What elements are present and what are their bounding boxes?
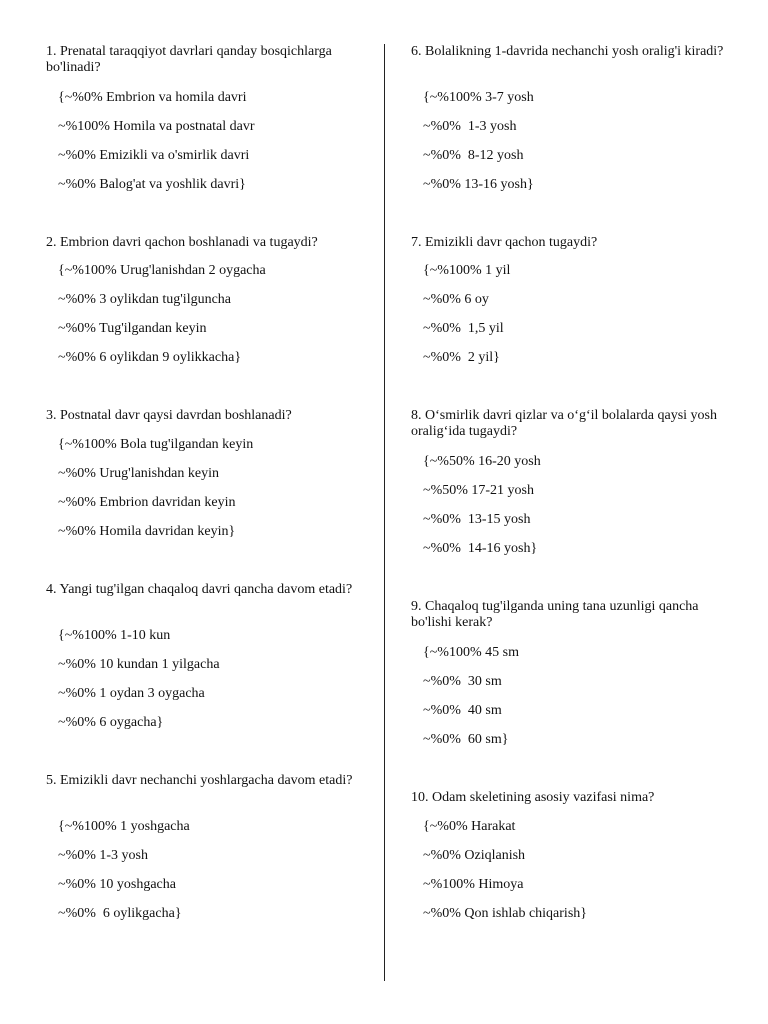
answer-option: ~%0% Tug'ilgandan keyin [58, 321, 207, 336]
answer-option: {~%100% 3-7 yosh [423, 90, 534, 105]
answer-option: ~%0% Emizikli va o'smirlik davri [58, 148, 250, 163]
answer-option: ~%0% 1 oydan 3 oygacha [58, 686, 205, 701]
answer-option: {~%100% Urug'lanishdan 2 oygacha [58, 263, 266, 278]
answer-option: ~%0% 1-3 yosh [423, 119, 517, 134]
answer-option: {~%0% Embrion va homila davri [58, 90, 247, 105]
question-text: 5. Emizikli davr nechanchi yoshlargacha davom etadi? [46, 773, 353, 788]
answer-option: ~%0% 1-3 yosh [58, 848, 149, 863]
answer-option: ~%0% 14-16 yosh} [423, 541, 538, 556]
answer-option: ~%0% 3 oylikdan tug'ilguncha [58, 292, 232, 307]
answer-option: ~%0% 60 sm} [423, 732, 509, 747]
answer-option: ~%0% 13-15 yosh [423, 512, 531, 527]
question-text: 4. Yangi tug'ilgan chaqaloq davri qancha davom etadi? [46, 582, 353, 597]
answer-option: ~%0% Embrion davridan keyin [58, 495, 236, 510]
answer-option: {~%100% Bola tug'ilgandan keyin [58, 437, 254, 452]
answer-option: ~%0% Homila davridan keyin} [58, 524, 236, 539]
answer-option: ~%0% 6 oygacha} [58, 715, 164, 730]
answer-option: ~%0% 6 oylikdan 9 oylikkacha} [58, 350, 242, 365]
answer-option: {~%100% 1-10 kun [58, 628, 171, 643]
answer-option: ~%0% 6 oy [423, 292, 489, 307]
column-divider [384, 44, 385, 981]
answer-option: ~%0% 30 sm [423, 674, 502, 689]
answer-option: ~%100% Himoya [423, 877, 524, 892]
answer-option: ~%0% 10 kundan 1 yilgacha [58, 657, 220, 672]
answer-option: ~%0% 13-16 yosh} [423, 177, 534, 192]
answer-option: {~%100% 1 yil [423, 263, 511, 278]
question-text: 9. Chaqaloq tug'ilganda uning tana uzunligi qancha bo'lishi kerak? [411, 599, 699, 630]
answer-option: {~%0% Harakat [423, 819, 516, 834]
answer-option: {~%50% 16-20 yosh [423, 454, 541, 469]
answer-option: {~%100% 45 sm [423, 645, 519, 660]
answer-option: ~%0% Qon ishlab chiqarish} [423, 906, 587, 921]
answer-option: ~%0% 40 sm [423, 703, 502, 718]
answer-option: ~%0% 8-12 yosh [423, 148, 524, 163]
question-text: 7. Emizikli davr qachon tugaydi? [411, 235, 598, 250]
answer-option: ~%100% Homila va postnatal davr [58, 119, 255, 134]
answer-option: ~%0% 1,5 yil [423, 321, 504, 336]
question-text: 2. Embrion davri qachon boshlanadi va tugaydi? [46, 235, 318, 250]
answer-option: ~%0% Balog'at va yoshlik davri} [58, 177, 246, 192]
question-text: 3. Postnatal davr qaysi davrdan boshlanadi? [46, 408, 292, 423]
question-text: 1. Prenatal taraqqiyot davrlari qanday bosqichlarga bo'linadi? [46, 44, 332, 75]
answer-option: ~%0% Urug'lanishdan keyin [58, 466, 219, 481]
question-text: 10. Odam skeletining asosiy vazifasi nima? [411, 790, 655, 805]
question-text: 8. O‘smirlik davri qizlar va o‘g‘il bolalarda qaysi yosh oralig‘ida tugaydi? [411, 408, 717, 439]
question-text: 6. Bolalikning 1-davrida nechanchi yosh oralig'i kiradi? [411, 44, 724, 59]
answer-option: ~%0% 10 yoshgacha [58, 877, 176, 892]
answer-option: ~%0% 6 oylikgacha} [58, 906, 182, 921]
answer-option: ~%0% Oziqlanish [423, 848, 526, 863]
answer-option: ~%0% 2 yil} [423, 350, 500, 365]
answer-option: {~%100% 1 yoshgacha [58, 819, 190, 834]
answer-option: ~%50% 17-21 yosh [423, 483, 535, 498]
